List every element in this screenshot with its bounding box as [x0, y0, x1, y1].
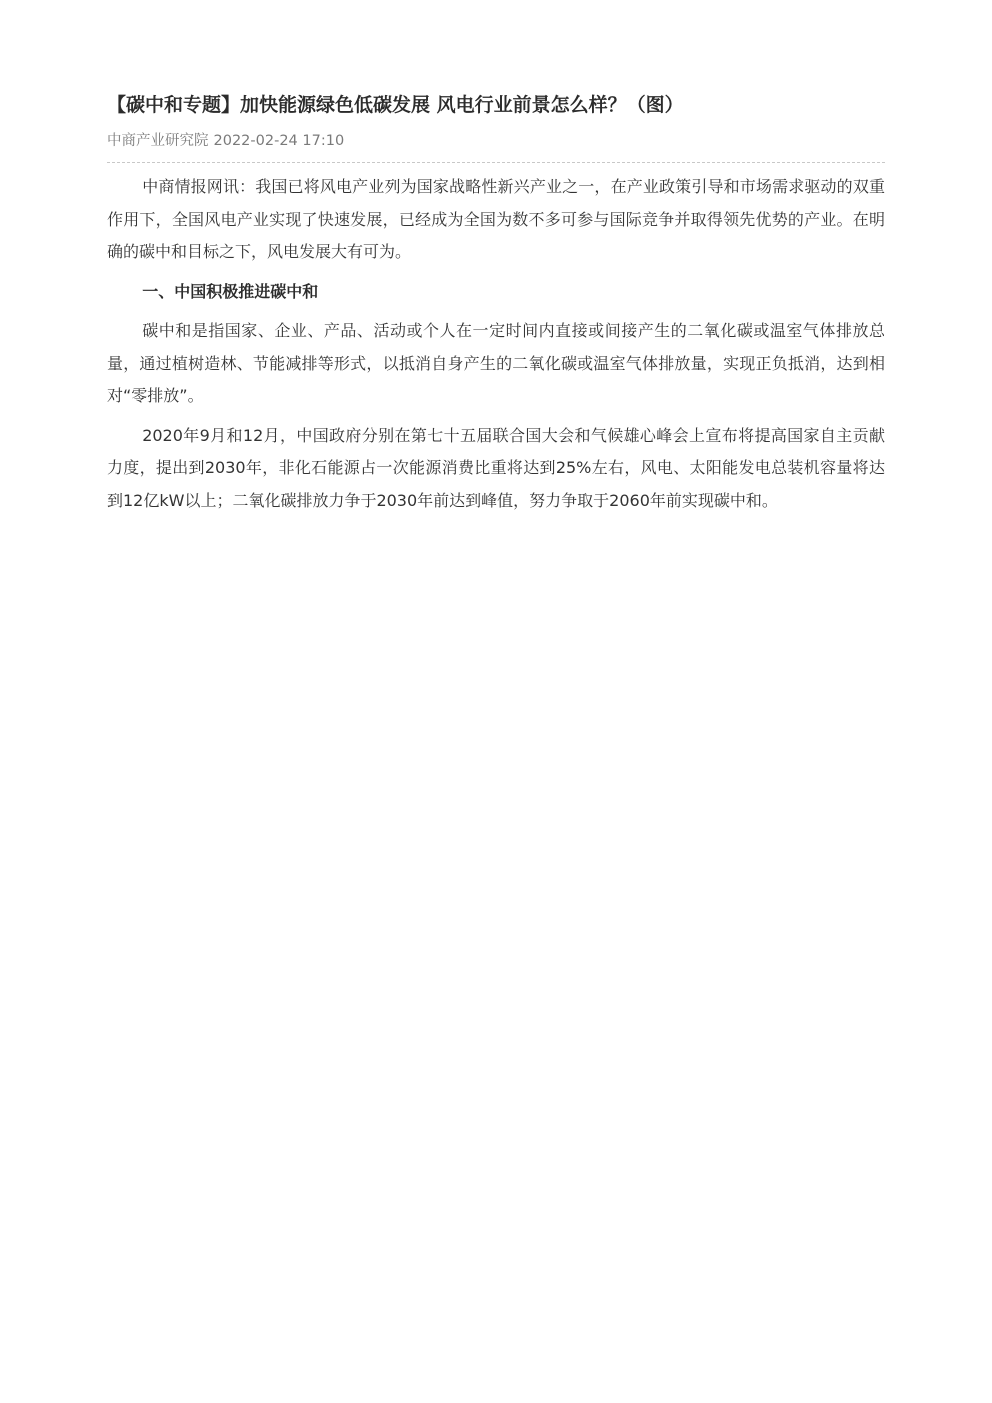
- article-content: [107, 171, 885, 517]
- section-heading: 一、中国积极推进碳中和: [142, 281, 319, 301]
- title-divider: [107, 162, 885, 163]
- article-source: 中商产业研究院: [107, 133, 209, 149]
- article-title: 【碳中和专题】加快能源绿色低碳发展 风电行业前景怎么样？（图）: [107, 94, 684, 116]
- article: [107, 88, 885, 524]
- article-datetime: 2022-02-24 17:10: [213, 133, 345, 149]
- paragraph-definition: 碳中和是指国家、企业、产品、活动或个人在一定时间内直接或间接产生的二氧化碳或温室气体排放总量，通过植树造林、节能减排等形式，以抵消自身产生的二氧化碳或温室气体排放量，实现正负抵消，达到相对“零排放”。: [107, 321, 885, 405]
- article-meta: [107, 130, 885, 152]
- paragraph-intro: 中商情报网讯：我国已将风电产业列为国家战略性新兴产业之一，在产业政策引导和市场需求驱动的双重作用下，全国风电产业实现了快速发展，已经成为全国为数不多可参与国际竞争并取得领先优势的产业。在明确的碳中和目标之下，风电发展大有可为。: [107, 177, 885, 261]
- paragraph-policy: 2020年9月和12月，中国政府分别在第七十五届联合国大会和气候雄心峰会上宣布将提高国家自主贡献力度，提出到2030年，非化石能源占一次能源消费比重将达到25%左右，风电、太阳能发电总装机容量将达到12亿kW以上；二氧化碳排放力争于2030年前达到峰值，努力争取于2060年前实现碳中和。: [107, 425, 885, 510]
